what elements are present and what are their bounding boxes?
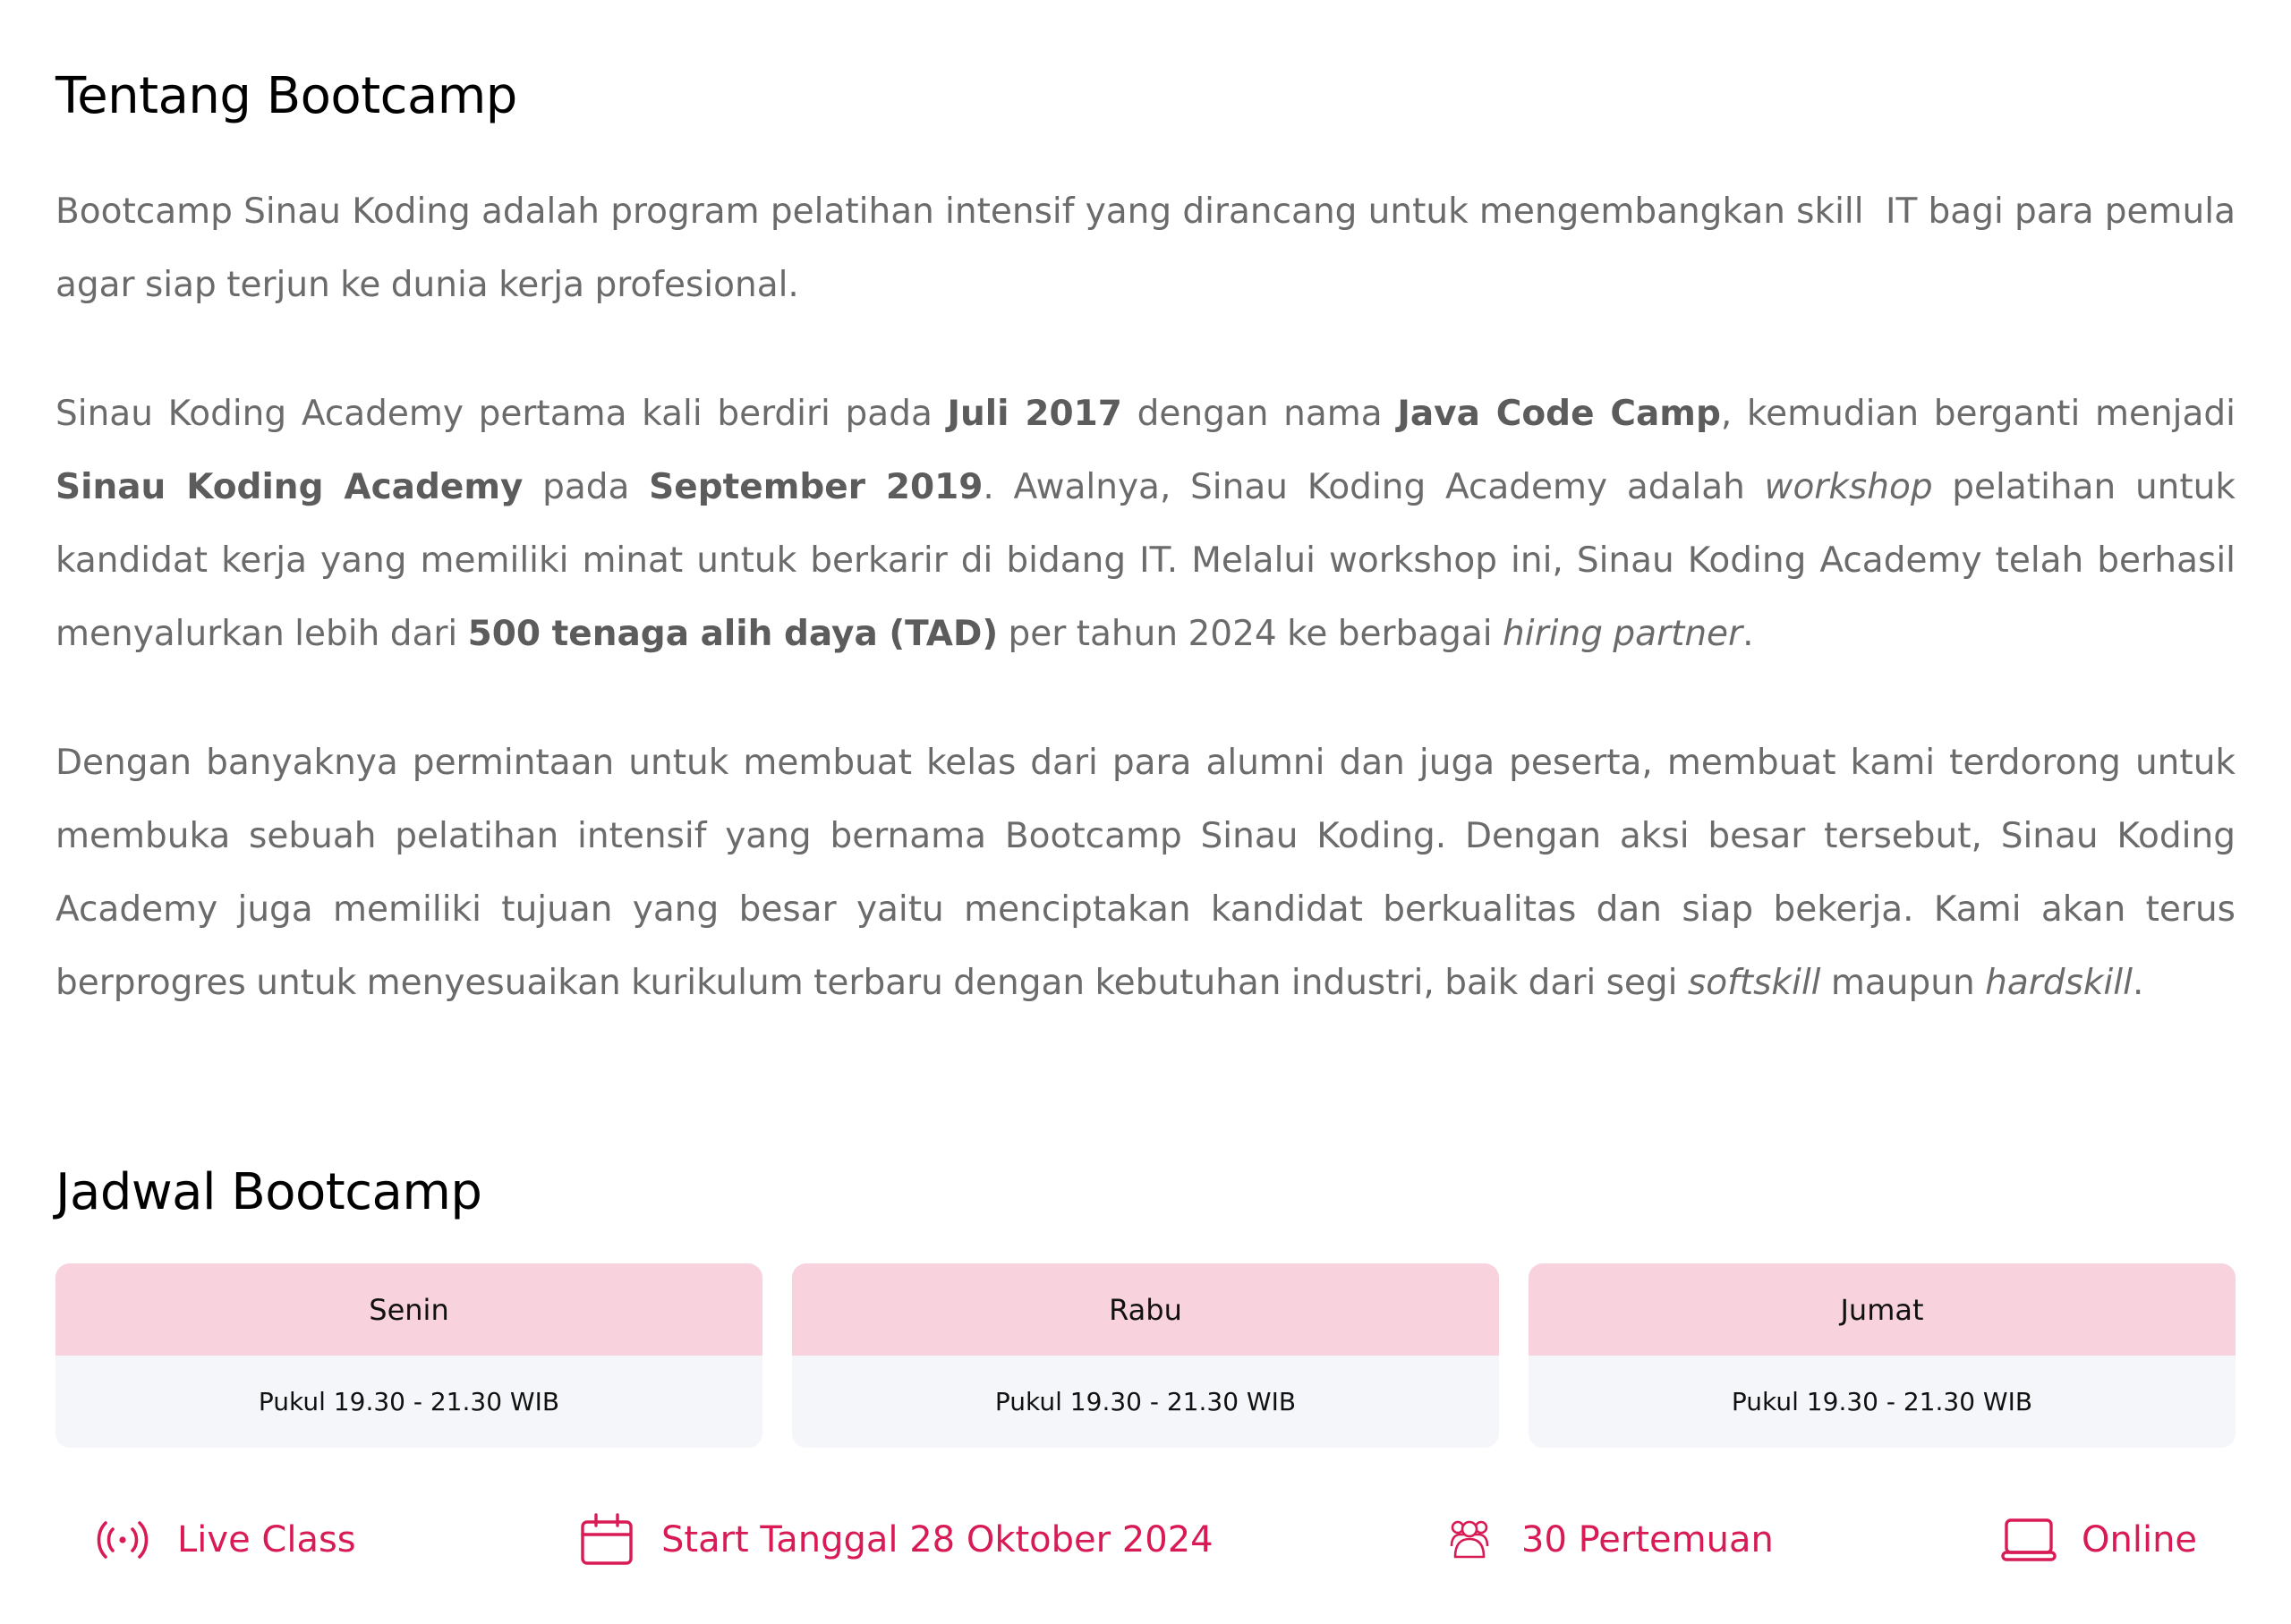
schedule-time: Pukul 19.30 - 21.30 WIB (258, 1387, 560, 1416)
text-segment: Bootcamp Sinau Koding adalah program pelatihan intensif yang dirancang untuk mengembangkan skill IT bagi para pemula agar siap terjun ke dunia kerja profesional. (55, 191, 2246, 305)
about-section-title: Tentang Bootcamp (55, 67, 517, 125)
broadcast-icon (95, 1519, 150, 1560)
emphasis-italic: hiring partner (1503, 614, 1743, 654)
info-label: Start Tanggal 28 Oktober 2024 (661, 1519, 1214, 1560)
text-segment: pada (523, 467, 650, 507)
emphasis-bold: Sinau Koding Academy (55, 467, 524, 507)
users-icon (1448, 1519, 1491, 1560)
emphasis-bold: Java Code Camp (1397, 394, 1721, 434)
text-segment: . (2132, 963, 2144, 1003)
about-section-body (55, 175, 2246, 1020)
text-segment: per tahun 2024 ke berbagai (998, 614, 1503, 654)
text-segment: maupun (1820, 963, 1986, 1003)
schedule-card-rabu (792, 1263, 1499, 1448)
emphasis-italic: workshop (1764, 467, 1933, 507)
info-live-class (95, 1509, 356, 1571)
emphasis-bold: September 2019 (649, 467, 984, 507)
schedule-day: Senin (55, 1263, 762, 1356)
about-paragraph (55, 378, 2246, 671)
info-start-date (580, 1509, 1214, 1571)
text-segment: pelatihan untuk kandidat kerja yang memiliki minat untuk berkarir di bidang IT. Melalui workshop ini, Sinau Koding Academy telah berhasil menyalurkan lebih dari (55, 467, 2246, 654)
bootcamp-info-row (0, 1509, 2291, 1571)
info-label: Live Class (177, 1519, 356, 1560)
text-segment: . (1742, 614, 1754, 654)
emphasis-italic: hardskill (1985, 963, 2133, 1003)
text-segment: . Awalnya, Sinau Koding Academy adalah (983, 467, 1765, 507)
text-segment: dengan nama (1121, 394, 1398, 434)
schedule-cards (55, 1263, 2236, 1448)
emphasis-bold: 500 tenaga alih daya (TAD) (467, 614, 999, 654)
about-paragraph (55, 727, 2246, 1020)
schedule-time: Pukul 19.30 - 21.30 WIB (994, 1387, 1297, 1416)
info-label: 30 Pertemuan (1521, 1519, 1774, 1560)
about-paragraph (55, 175, 2246, 322)
calendar-icon (580, 1513, 634, 1567)
text-segment: , kemudian berganti menjadi (1720, 394, 2246, 434)
schedule-section-title: Jadwal Bootcamp (55, 1163, 482, 1221)
schedule-time: Pukul 19.30 - 21.30 WIB (1731, 1387, 2033, 1416)
info-label: Online (2082, 1519, 2198, 1560)
schedule-card-jumat (1529, 1263, 2236, 1448)
info-sessions (1448, 1509, 1774, 1571)
info-mode (2001, 1509, 2197, 1571)
laptop-icon (2001, 1518, 2057, 1562)
text-segment: Sinau Koding Academy pertama kali berdiri pada (55, 394, 948, 434)
schedule-day: Jumat (1529, 1263, 2236, 1356)
schedule-day: Rabu (792, 1263, 1499, 1356)
schedule-card-senin (55, 1263, 762, 1448)
text-segment: Dengan banyaknya permintaan untuk membuat kelas dari para alumni dan juga peserta, membuat kami terdorong untuk membuka sebuah pelatihan intensif yang bernama Bootcamp Sinau Koding. Dengan aksi besar tersebut, Sinau Koding Academy juga memiliki tujuan yang besar yaitu menciptakan kandidat berkualitas dan siap bekerja. Kami akan terus berprogres untuk menyesuaikan kurikulum terbaru dengan kebutuhan industri, baik dari segi (55, 743, 2246, 1003)
emphasis-bold: Juli 2017 (947, 394, 1122, 434)
emphasis-italic: softskill (1687, 963, 1821, 1003)
